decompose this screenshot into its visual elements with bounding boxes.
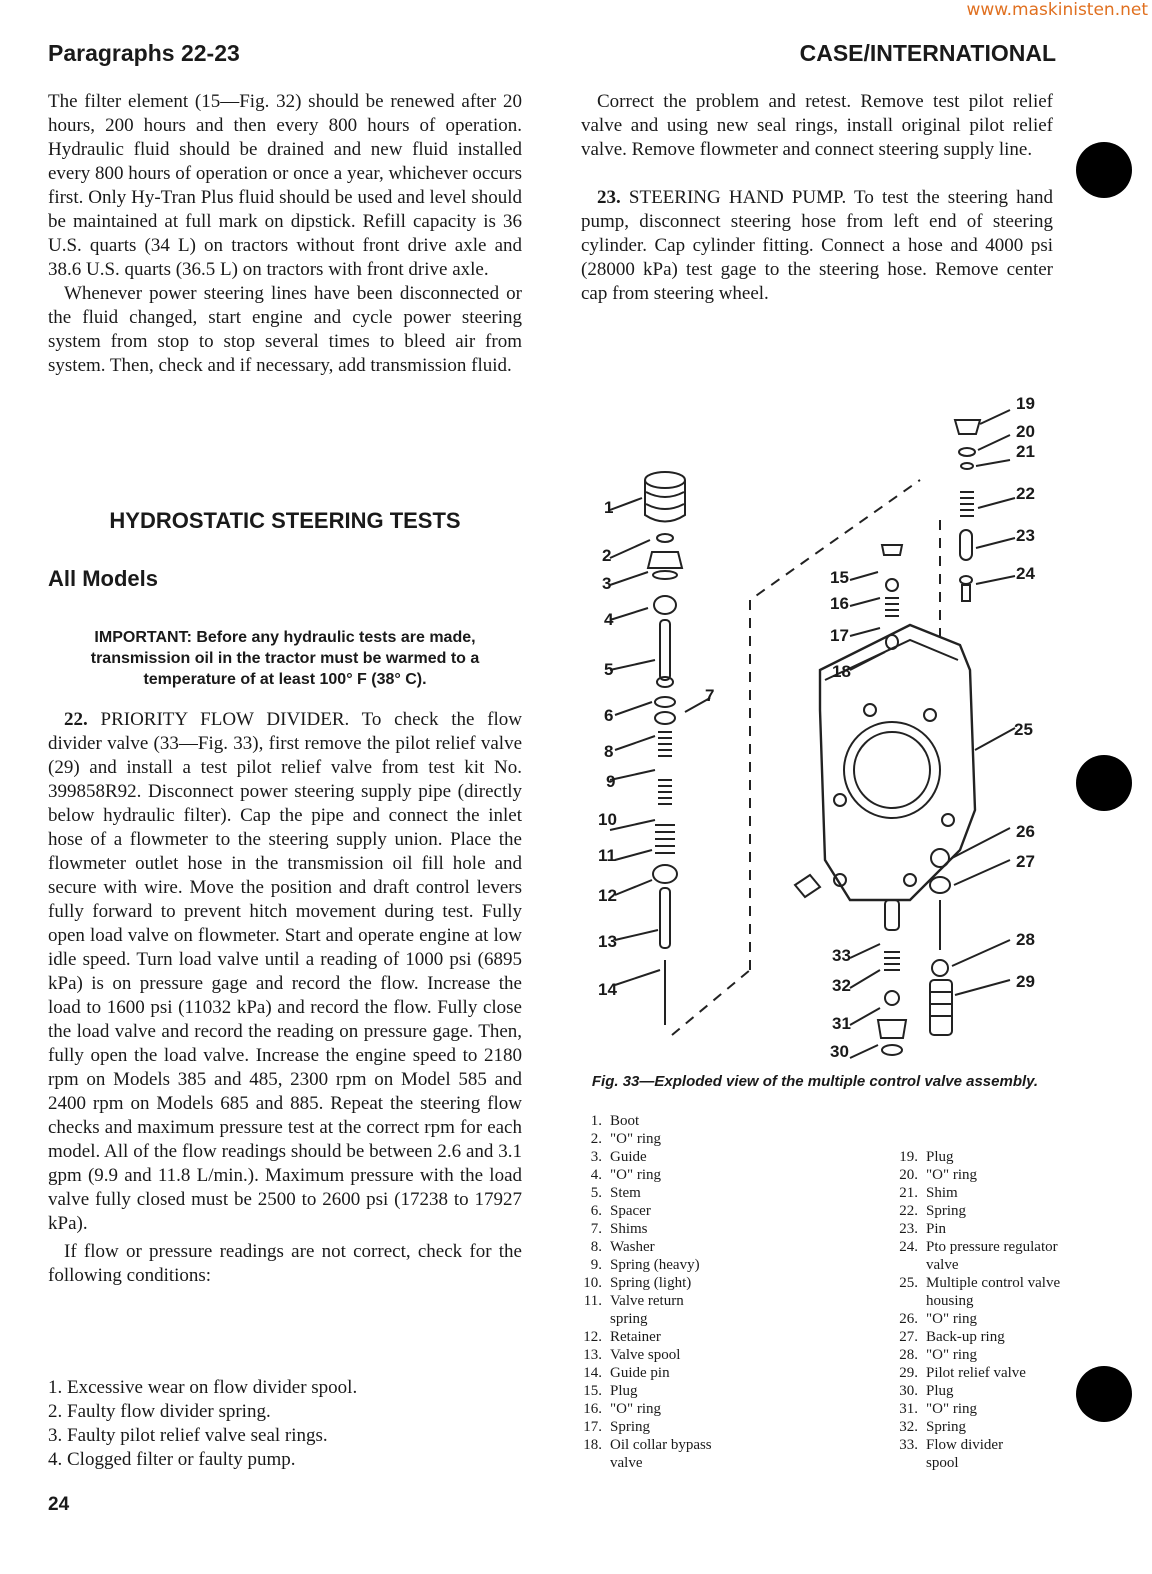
correct-paragraph: Correct the problem and retest. Remove test pilot relief valve and using new seal rings, install original pilot relief valve. Remove flowmeter and connect steering supply line. [581, 91, 1053, 160]
callout-8: 8 [604, 742, 614, 761]
legend-item: 32. Spring [899, 1419, 967, 1435]
list-item: 1. Excessive wear on flow divider spool. [48, 1377, 358, 1398]
subsection-title: All Models [48, 566, 159, 591]
running-head-right: CASE/INTERNATIONAL [799, 40, 1056, 66]
legend-item: 19. Plug [899, 1149, 954, 1165]
legend-item: 28. "O" ring [899, 1347, 977, 1363]
legend-right [888, 1148, 1068, 1472]
callout-14: 14 [598, 980, 617, 999]
legend-item: 7. Shims [590, 1221, 648, 1237]
paragraph-23-number: 23. [597, 187, 621, 208]
callout-2: 2 [602, 546, 612, 565]
page-number: 24 [48, 1494, 70, 1515]
legend-item: 1. Boot [590, 1113, 640, 1129]
paragraph-22 [48, 708, 522, 1288]
filter-paragraph: The filter element (15—Fig. 32) should be renewed after 20 hours, 200 hours and then every 800 hours of operation. Hydraulic fluid should be drained and new fluid installed every 800 hours of operation or once a year, whichever occurs first. Only Hy-Tran Plus fluid should be used and level should be maintained at full mark on dipstick. Refill capacity is 36 U.S. quarts (34 L) on tractors without front drive axle and 38.6 U.S. quarts (36.5 L) on tractors with front drive axle. [48, 91, 522, 280]
legend-item: 3. Guide [590, 1149, 647, 1165]
callout-3: 3 [602, 574, 612, 593]
check-paragraph: If flow or pressure readings are not correct, check for the following conditions: [48, 1241, 522, 1286]
callout-22: 22 [1016, 484, 1035, 503]
legend-item: 22. Spring [899, 1203, 967, 1219]
watermark: www.maskinisten.net [966, 0, 1148, 20]
legend-item: 11. Valve return spring [583, 1293, 684, 1327]
legend-item: 4. "O" ring [590, 1167, 661, 1183]
callout-11: 11 [598, 846, 616, 865]
legend-item: 30. Plug [899, 1383, 954, 1399]
callout-9: 9 [606, 772, 616, 791]
paragraph-22-text: PRIORITY FLOW DIVIDER. To check the flow divider valve (33—Fig. 33), first remove the pilot relief valve (29) and install a test pilot relief valve from test kit No. 399858R92. Disconnect power steering supply pipe (directly below hydraulic filter). Cap the pipe and connect the inlet hose of a flowmeter to the steering supply union. Place the flowmeter outlet hose in the transmission oil fill hole and secure with wire. Move the position and draft control levers fully forward to prevent hitch movement during test. Fully open load valve on flowmeter. Start and operate engine at low idle speed. Turn load valve until a reading of 1000 psi (6895 kPa) is on pressure gage and record the flow. Increase the load to 1600 psi (11032 kPa) and record the flow. Fully close the load valve and record the reading on pressure gage. Then, fully open the load valve. Increase the engine speed to 2180 rpm on Models 385 and 485, 2300 rpm on Model 585 and 2400 rpm on Models 685 and 885. Repeat the steering flow checks and maximum pressure test at the correct rpm for each model. All of the flow readings should be between 2.6 and 3.1 gpm (9.9 and 11.8 L/min.). Maximum pressure with the load valve fully closed must be 2500 to 2600 psi (17238 to 17927 kPa). [48, 709, 523, 1234]
legend-item: 21. Shim [899, 1185, 958, 1201]
callout-25: 25 [1014, 720, 1033, 739]
legend-item: 25. Multiple control valve housing [899, 1275, 1061, 1309]
legend-item: 8. Washer [590, 1239, 655, 1255]
list-item: 4. Clogged filter or faulty pump. [48, 1449, 296, 1470]
callout-18: 18 [832, 662, 851, 681]
section-title: HYDROSTATIC STEERING TESTS [109, 508, 461, 533]
callout-17: 17 [830, 626, 849, 645]
callout-30: 30 [830, 1042, 849, 1061]
figure-caption: Fig. 33—Exploded view of the multiple control valve assembly. [591, 1073, 1039, 1090]
callout-10: 10 [598, 810, 617, 829]
callout-28: 28 [1016, 930, 1035, 949]
callout-19: 19 [1016, 394, 1035, 413]
binder-hole [1076, 142, 1132, 198]
legend-item: 14. Guide pin [583, 1365, 670, 1381]
callout-21: 21 [1016, 442, 1035, 461]
callout-7: 7 [705, 686, 715, 705]
callout-5: 5 [604, 660, 614, 679]
bleed-paragraph: Whenever power steering lines have been disconnected or the fluid changed, start engine and cycle power steering system from stop to stop several times to bleed air from system. Then, check and if necessary, add transmission fluid. [48, 283, 522, 376]
legend-item: 23. Pin [899, 1221, 947, 1237]
important-note: IMPORTANT: Before any hydraulic tests are made, transmission oil in the tractor must be warmed to a temperature of at least 100° F (38° C). [90, 629, 480, 688]
legend-item: 20. "O" ring [899, 1167, 977, 1183]
callout-24: 24 [1016, 564, 1035, 583]
legend-left [572, 1112, 772, 1472]
legend-item: 15. Plug [583, 1383, 638, 1399]
callout-33: 33 [832, 946, 851, 965]
callout-6: 6 [604, 706, 614, 725]
left-column [48, 90, 522, 378]
callout-16: 16 [830, 594, 849, 613]
callout-27: 27 [1016, 852, 1035, 871]
legend-item: 33. Flow divider spool [899, 1437, 1004, 1471]
callout-1: 1 [604, 498, 614, 517]
paragraph-23-text: STEERING HAND PUMP. To test the steering hand pump, disconnect steering hose from left end of steering cylinder. Cap cylinder fitting. Connect a hose and 4000 psi (28000 kPa) test gage to the steering hose. Remove center cap from steering wheel. [581, 187, 1054, 304]
legend-item: 9. Spring (heavy) [590, 1257, 700, 1273]
running-head-left: Paragraphs 22-23 [48, 40, 240, 66]
paragraph-22-number: 22. [64, 709, 88, 730]
binder-hole [1076, 755, 1132, 811]
callout-26: 26 [1016, 822, 1035, 841]
callout-13: 13 [598, 932, 617, 951]
legend-item: 12. Retainer [583, 1329, 661, 1345]
callout-29: 29 [1016, 972, 1035, 991]
callout-20: 20 [1016, 422, 1035, 441]
callout-15: 15 [830, 568, 849, 587]
exploded-view-illustration [580, 380, 1050, 1070]
callout-32: 32 [832, 976, 851, 995]
legend-item: 2. "O" ring [590, 1131, 661, 1147]
legend-item: 13. Valve spool [583, 1347, 681, 1363]
legend-item: 6. Spacer [590, 1203, 651, 1219]
callout-23: 23 [1016, 526, 1035, 545]
list-item: 3. Faulty pilot relief valve seal rings. [48, 1425, 328, 1446]
legend-item: 16. "O" ring [583, 1401, 661, 1417]
legend-item: 18. Oil collar bypass valve [583, 1437, 712, 1471]
legend-item: 5. Stem [590, 1185, 641, 1201]
binder-hole [1076, 1366, 1132, 1422]
legend-item: 24. Pto pressure regulator valve [899, 1239, 1058, 1273]
list-item: 2. Faulty flow divider spring. [48, 1401, 271, 1422]
right-column [581, 90, 1053, 306]
legend-item: 27. Back-up ring [899, 1329, 1005, 1345]
callout-4: 4 [604, 610, 614, 629]
legend-item: 31. "O" ring [899, 1401, 977, 1417]
legend-item: 26. "O" ring [899, 1311, 977, 1327]
legend-item: 10. Spring (light) [583, 1275, 692, 1291]
conditions-list [48, 1376, 357, 1472]
legend-item: 29. Pilot relief valve [899, 1365, 1026, 1381]
callout-12: 12 [598, 886, 617, 905]
legend-item: 17. Spring [583, 1419, 651, 1435]
callout-31: 31 [832, 1014, 851, 1033]
